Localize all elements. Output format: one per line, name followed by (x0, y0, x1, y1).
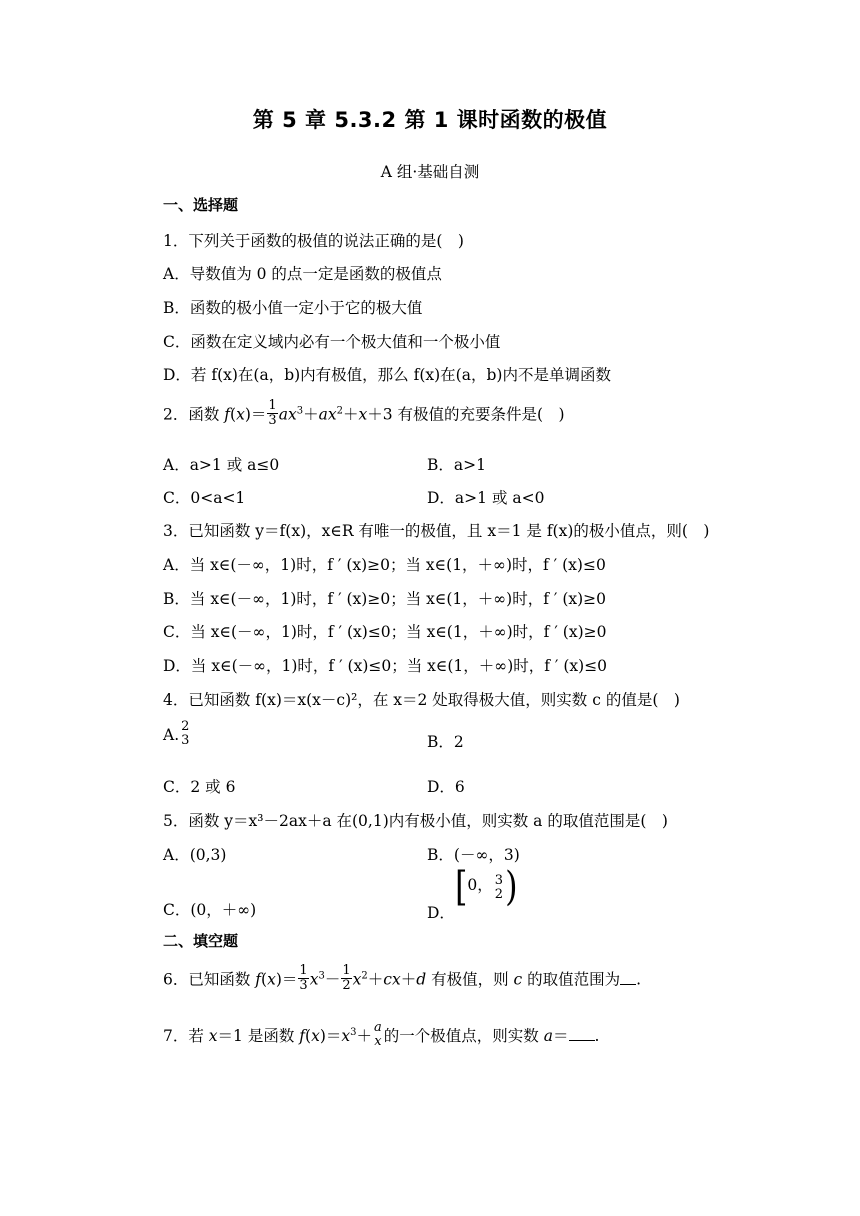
fraction-two-thirds: 2 3 (181, 719, 190, 748)
question-5-option-c: C．(0，＋∞) (163, 901, 257, 919)
question-5-option-d: D．[0， 3 2 ) (427, 862, 518, 922)
question-2-option-d: D．a>1 或 a<0 (427, 489, 545, 507)
question-1-option-d: D．若 f(x)在(a，b)内有极值，那么 f(x)在(a，b)内不是单调函数 (163, 366, 611, 384)
page-subtitle: A 组·基础自测 (380, 163, 480, 181)
section-heading-choice: 一、选择题 (163, 196, 239, 214)
question-2-stem: 2．函数 f(x)＝ $\frac{1}{3}$ $ax^3+ax^2+x+3$ 有极值的充要条件是( ) (163, 398, 565, 428)
fraction-one-third: $\frac{1}{3}$ (299, 963, 308, 993)
section-heading-fill: 二、填空题 (163, 932, 239, 950)
question-7-stem: 7．若 x＝1 是函数 $f(x)=x^3+$ a x 的一个极值点，则实数 a＝ . (163, 1020, 600, 1049)
question-2-option-a: A．a>1 或 a≤0 (163, 456, 280, 474)
question-3-option-a: A．当 x∈(－∞，1)时，f ′ (x)≥0；当 x∈(1，＋∞)时，f ′ (x)≤0 (163, 556, 606, 574)
question-1-option-a: A．导数值为 0 的点一定是函数的极值点 (163, 265, 442, 283)
fraction-one-half: $\frac{1}{2}$ (342, 963, 351, 993)
fraction-one-third: $\frac{1}{3}$ (268, 398, 277, 428)
fraction-a-over-x: a x (374, 1020, 382, 1049)
right-paren: ) (505, 862, 518, 910)
question-4-option-d: D．6 (427, 778, 465, 796)
question-4-option-a: A. 2 3 (163, 719, 190, 748)
answer-blank[interactable] (620, 970, 636, 985)
question-6-stem: 6．已知函数 f(x)＝ $\frac{1}{3}$ $x^3-$ $\frac{1}{2}$ $x^2+cx+d$ 有极值，则 c 的取值范围为 . (163, 963, 642, 993)
question-5-option-b: B．(－∞，3) (427, 846, 520, 864)
question-3-option-c: C．当 x∈(－∞，1)时，f ′ (x)≤0；当 x∈(1，＋∞)时，f ′ (x)≥0 (163, 623, 607, 641)
question-2-option-c: C．0<a<1 (163, 489, 246, 507)
question-1-option-b: B．函数的极小值一定小于它的极大值 (163, 299, 423, 317)
question-3-option-b: B．当 x∈(－∞，1)时，f ′ (x)≥0；当 x∈(1，＋∞)时，f ′ (x)≥0 (163, 590, 606, 608)
question-2-option-b: B．a>1 (427, 456, 486, 474)
question-3-stem: 3．已知函数 y＝f(x)，x∈R 有唯一的极值，且 x＝1 是 f(x)的极小值点，则( ) (163, 522, 710, 540)
question-3-option-d: D．当 x∈(－∞，1)时，f ′ (x)≤0；当 x∈(1，＋∞)时，f ′ (x)≤0 (163, 657, 608, 675)
question-4-option-c: C．2 或 6 (163, 778, 236, 796)
question-4-stem: 4．已知函数 f(x)＝x(x－c)²，在 x＝2 处取得极大值，则实数 c 的值是( ) (163, 691, 680, 709)
left-square-bracket: [ (454, 862, 468, 910)
question-5-option-a: A．(0,3) (163, 846, 227, 864)
answer-blank[interactable] (569, 1026, 595, 1041)
fraction-three-halves: 3 2 (494, 873, 504, 902)
question-4-option-b: B．2 (427, 733, 464, 751)
question-1-option-c: C．函数在定义域内必有一个极大值和一个极小值 (163, 333, 501, 351)
question-5-stem: 5．函数 y＝x³－2ax＋a 在(0,1)内有极小值，则实数 a 的取值范围是( ) (163, 812, 668, 830)
page-title: 第 5 章 5.3.2 第 1 课时函数的极值 (252, 108, 608, 132)
question-1-stem: 1．下列关于函数的极值的说法正确的是( ) (163, 232, 464, 250)
